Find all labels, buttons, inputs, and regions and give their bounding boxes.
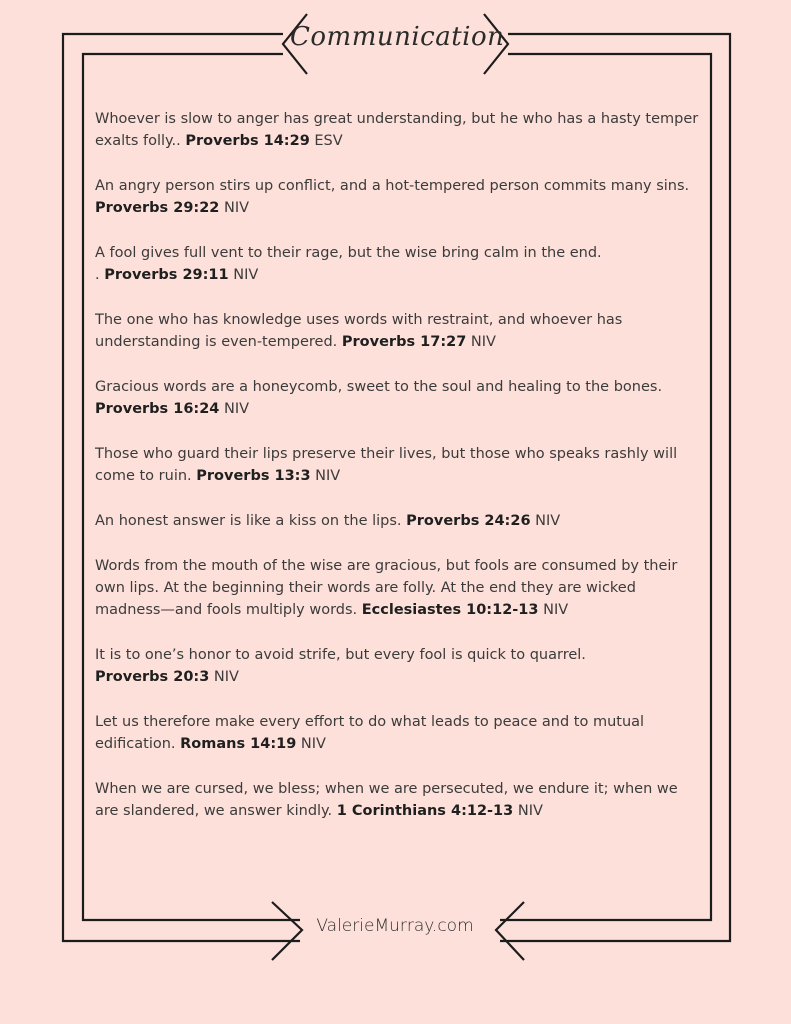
verse-version: NIV xyxy=(219,200,250,216)
verse-reference: 1 Corinthians 4:12-13 xyxy=(336,803,514,819)
verse-text: It is to one’s honor to avoid strife, but every fool is quick to quarrel. xyxy=(95,647,586,663)
verse-version: NIV xyxy=(228,267,259,283)
verse-reference: Proverbs 24:26 xyxy=(406,513,531,529)
footer-website: ValerieMurray.com xyxy=(316,916,474,936)
verse-version: ESV xyxy=(309,133,343,149)
verse-item xyxy=(95,510,705,532)
verse-item xyxy=(95,242,705,286)
verse-item xyxy=(95,175,705,219)
verse-item xyxy=(95,309,705,353)
verse-version: NIV xyxy=(530,513,561,529)
verse-version: NIV xyxy=(310,468,341,484)
verse-reference: Proverbs 14:29 xyxy=(185,133,310,149)
verse-version: NIV xyxy=(513,803,543,819)
bottom-right-arrowhead xyxy=(496,902,524,960)
verse-text: Let us therefore make every effort to do what leads to peace and to mutual edification. xyxy=(95,714,645,752)
verse-version: NIV xyxy=(209,669,239,685)
verse-version: NIV xyxy=(466,334,496,350)
verse-version: NIV xyxy=(296,736,326,752)
verse-text: Words from the mouth of the wise are gracious, but fools are consumed by their own lips. At the beginning their words are folly. At the end they are wicked madness—and fools multiply words. xyxy=(95,558,678,618)
verse-reference: Proverbs 29:11 xyxy=(104,267,229,283)
verse-text: When we are cursed, we bless; when we are persecuted, we endure it; when we are slandered, we answer kindly. xyxy=(95,781,678,819)
verse-item xyxy=(95,443,705,487)
verse-list xyxy=(95,108,705,845)
page-title: Communication xyxy=(290,22,505,52)
verse-item xyxy=(95,108,705,152)
verse-item xyxy=(95,778,705,822)
verse-text: An honest answer is like a kiss on the lips. xyxy=(95,513,407,529)
verse-version: NIV xyxy=(219,401,250,417)
verse-item xyxy=(95,376,705,420)
verse-text: Gracious words are a honeycomb, sweet to the soul and healing to the bones. xyxy=(95,379,663,395)
verse-reference: Proverbs 29:22 xyxy=(95,200,220,216)
verse-reference: Romans 14:19 xyxy=(180,736,297,752)
verse-reference: Proverbs 16:24 xyxy=(95,401,220,417)
verse-text: A fool gives full vent to their rage, but the wise bring calm in the end. . xyxy=(95,245,602,283)
verse-version: NIV xyxy=(538,602,569,618)
verse-reference: Proverbs 13:3 xyxy=(196,468,311,484)
verse-reference: Proverbs 20:3 xyxy=(95,669,210,685)
verse-text: Whoever is slow to anger has great understanding, but he who has a hasty temper exalts folly.. xyxy=(95,111,699,149)
verse-text: Those who guard their lips preserve their lives, but those who speaks rashly will come to ruin. xyxy=(95,446,678,484)
verse-reference: Proverbs 17:27 xyxy=(341,334,467,350)
verse-reference: Ecclesiastes 10:12-13 xyxy=(361,602,539,618)
verse-text: The one who has knowledge uses words with restraint, and whoever has understanding is even-tempered. xyxy=(95,312,623,350)
bottom-left-arrowhead xyxy=(272,902,302,960)
verse-text: An angry person stirs up conflict, and a hot-tempered person commits many sins. xyxy=(95,178,690,194)
verse-item xyxy=(95,555,705,621)
verse-item xyxy=(95,644,705,688)
verse-item xyxy=(95,711,705,755)
